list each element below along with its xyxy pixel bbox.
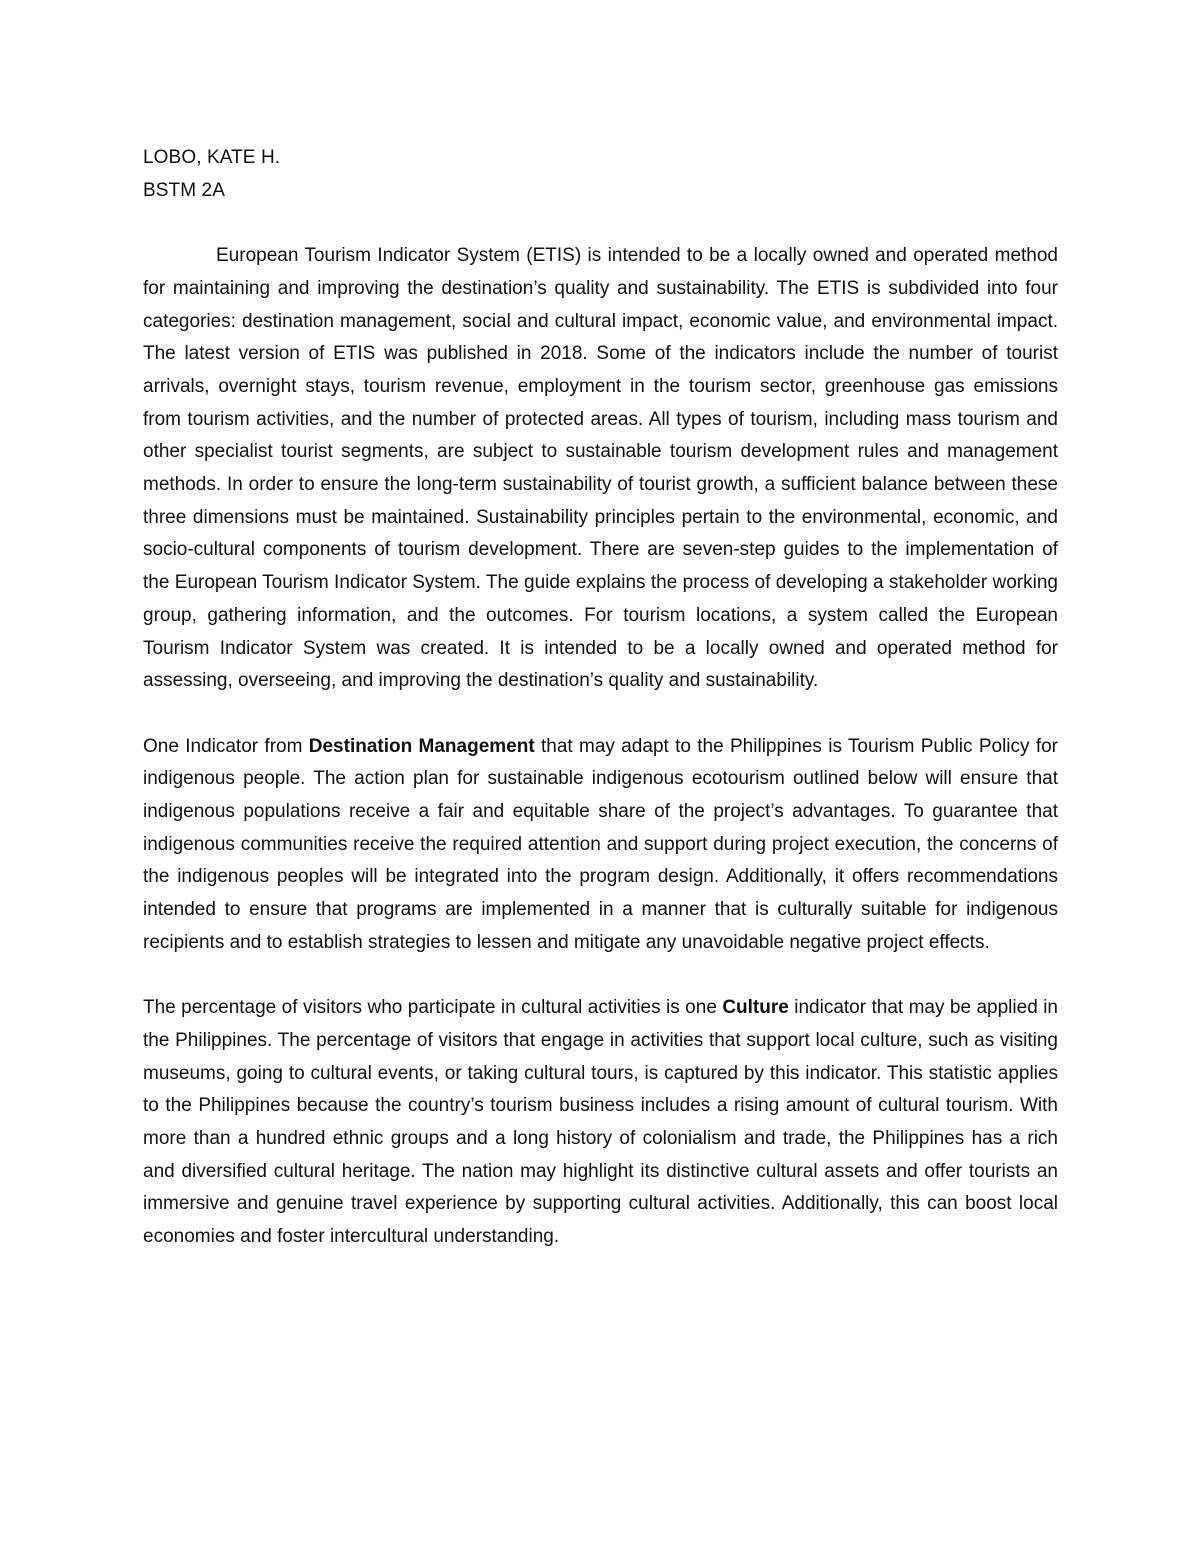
paragraph-gap (143, 698, 1058, 731)
bold-term-culture: Culture (722, 997, 789, 1019)
document-body (143, 142, 1058, 1254)
paragraph-culture-indicator (143, 992, 1058, 1254)
paragraph-text: The percentage of visitors who participate in cultural activities is one (143, 997, 723, 1019)
student-section: BSTM 2A (143, 179, 225, 201)
paragraph-text: One Indicator from (143, 735, 309, 757)
student-name: LOBO, KATE H. (143, 147, 281, 168)
paragraph-text: indicator that may be applied in the Philippines. The percentage of visitors that engage in activities that support local culture, such as visiting museums, going to cultural events, or taking cultural tours, is captured by this indicator. This statistic applies to the Philippines because the country’s tourism business includes a rising amount of cultural tourism. With more than a hundred ethnic groups and a long history of colonialism and trade, the Philippines has a rich and diversified cultural heritage. The nation may highlight its distinctive cultural assets and offer tourists an immersive and genuine travel experience by supporting cultural activities. Additionally, this can boost local economies and foster intercultural understanding. (143, 997, 1058, 1248)
paragraph-text: that may adapt to the Philippines is Tourism Public Policy for indigenous people. The action plan for sustainable indigenous ecotourism outlined below will ensure that indigenous populations receive a fair and equitable share of the project’s advantages. To guarantee that indigenous communities receive the required attention and support during project execution, the concerns of the indigenous peoples will be integrated into the program design. Additionally, it offers recommendations intended to ensure that programs are implemented in a manner that is culturally suitable for indigenous recipients and to establish strategies to lessen and mitigate any unavoidable negative project effects. (143, 735, 1059, 953)
paragraph-destination-management (143, 731, 1058, 960)
paragraph-gap (143, 960, 1058, 993)
paragraph-etis-overview: European Tourism Indicator System (ETIS) is intended to be a locally owned and operated method for maintaining and improving the destination’s quality and sustainability. The ETIS is subdivided into four categories: destination management, social and cultural impact, economic value, and environmental impact. The latest version of ETIS was published in 2018. Some of the indicators include the number of tourist arrivals, overnight stays, tourism revenue, employment in the tourism sector, greenhouse gas emissions from tourism activities, and the number of protected areas. All types of tourism, including mass tourism and other specialist tourist segments, are subject to sustainable tourism development rules and management methods. In order to ensure the long-term sustainability of tourist growth, a sufficient balance between these three dimensions must be maintained. Sustainability principles pertain to the environmental, economic, and socio-cultural components of tourism development. There are seven-step guides to the implementation of the European Tourism Indicator System. The guide explains the process of developing a stakeholder working group, gathering information, and the outcomes. For tourism locations, a system called the European Tourism Indicator System was created. It is intended to be a locally owned and operated method for assessing, overseeing, and improving the destination’s quality and sustainability. (143, 245, 1058, 692)
bold-term-destination-management: Destination Management (308, 735, 535, 757)
blank-line (143, 207, 1058, 240)
